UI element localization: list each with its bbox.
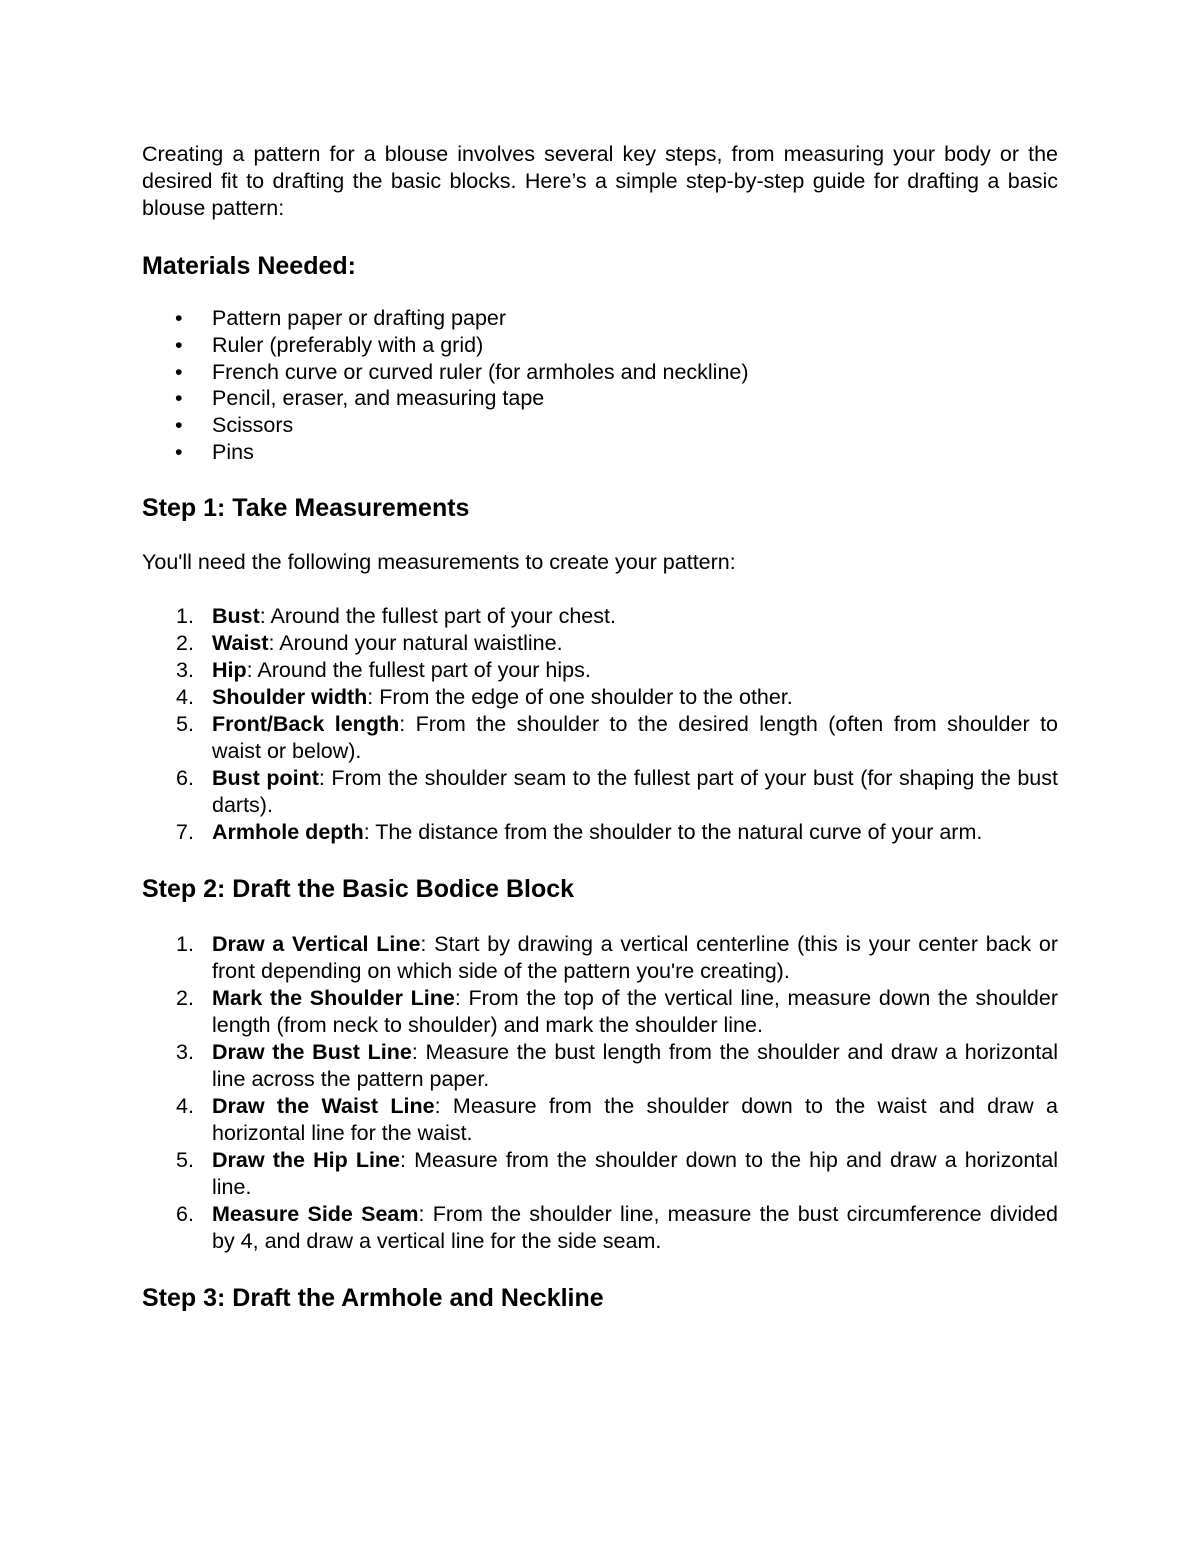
list-item: 7. Armhole depth: The distance from the shoulder to the natural curve of your arm. bbox=[176, 819, 983, 844]
measurements-list bbox=[142, 603, 1058, 846]
list-item: • Pattern paper or drafting paper bbox=[175, 306, 507, 330]
bullet-icon: • bbox=[175, 332, 183, 357]
step2-heading: Step 2: Draft the Basic Bodice Block bbox=[142, 874, 575, 903]
list-item: 4. Shoulder width: From the edge of one shoulder to the other. bbox=[176, 684, 793, 709]
list-item: 1. Bust: Around the fullest part of your chest. bbox=[176, 603, 616, 628]
materials-heading: Materials Needed: bbox=[142, 252, 356, 280]
step3-heading: Step 3: Draft the Armhole and Neckline bbox=[142, 1283, 604, 1312]
bullet-icon: • bbox=[175, 306, 183, 330]
list-item: 3. Hip: Around the fullest part of your hips. bbox=[176, 657, 591, 682]
list-item: • Pins bbox=[175, 439, 254, 464]
bullet-icon: • bbox=[175, 439, 183, 464]
list-item: • French curve or curved ruler (for armholes and neckline) bbox=[175, 359, 749, 384]
list-item: 2. Mark the Shoulder Line: From the top of the vertical line, measure down the shoulder length (from neck to shoulder) and mark the shoulder line. bbox=[176, 985, 1059, 1037]
document-page bbox=[142, 141, 1058, 1313]
list-item: 5. Draw the Hip Line: Measure from the shoulder down to the hip and draw a horizontal line. bbox=[176, 1147, 1058, 1199]
list-item: • Pencil, eraser, and measuring tape bbox=[175, 386, 545, 411]
list-item: 5. Front/Back length: From the shoulder to the desired length (often from shoulder to waist or below). bbox=[176, 711, 1059, 763]
materials-list bbox=[142, 305, 1058, 466]
step1-heading: Step 1: Take Measurements bbox=[142, 493, 470, 522]
bullet-icon: • bbox=[175, 386, 183, 411]
list-item: • Ruler (preferably with a grid) bbox=[175, 332, 484, 357]
bullet-icon: • bbox=[175, 359, 183, 384]
step1-intro: You'll need the following measurements to create your pattern: bbox=[142, 549, 736, 574]
list-item: 2. Waist: Around your natural waistline. bbox=[176, 630, 563, 655]
intro-paragraph: Creating a pattern for a blouse involves several key steps, from measuring your body or the desired fit to drafting the basic blocks. Here’s a simple step-by-step guide for drafting a basic blouse pattern: bbox=[142, 142, 1058, 220]
list-item: 1. Draw a Vertical Line: Start by drawing a vertical centerline (this is your center back or front depending on which side of the pattern you're creating). bbox=[176, 931, 1058, 983]
list-item: 6. Bust point: From the shoulder seam to the fullest part of your bust (for shaping the bust darts). bbox=[176, 765, 1058, 817]
bullet-icon: • bbox=[175, 413, 183, 438]
list-item: • Scissors bbox=[175, 413, 294, 438]
list-item: 3. Draw the Bust Line: Measure the bust length from the shoulder and draw a horizontal line across the pattern paper. bbox=[176, 1039, 1058, 1091]
list-item: 4. Draw the Waist Line: Measure from the shoulder down to the waist and draw a horizontal line for the waist. bbox=[176, 1093, 1059, 1145]
bodice-steps-list bbox=[142, 931, 1058, 1255]
list-item: 6. Measure Side Seam: From the shoulder line, measure the bust circumference divided by 4, and draw a vertical line for the side seam. bbox=[176, 1201, 1058, 1253]
